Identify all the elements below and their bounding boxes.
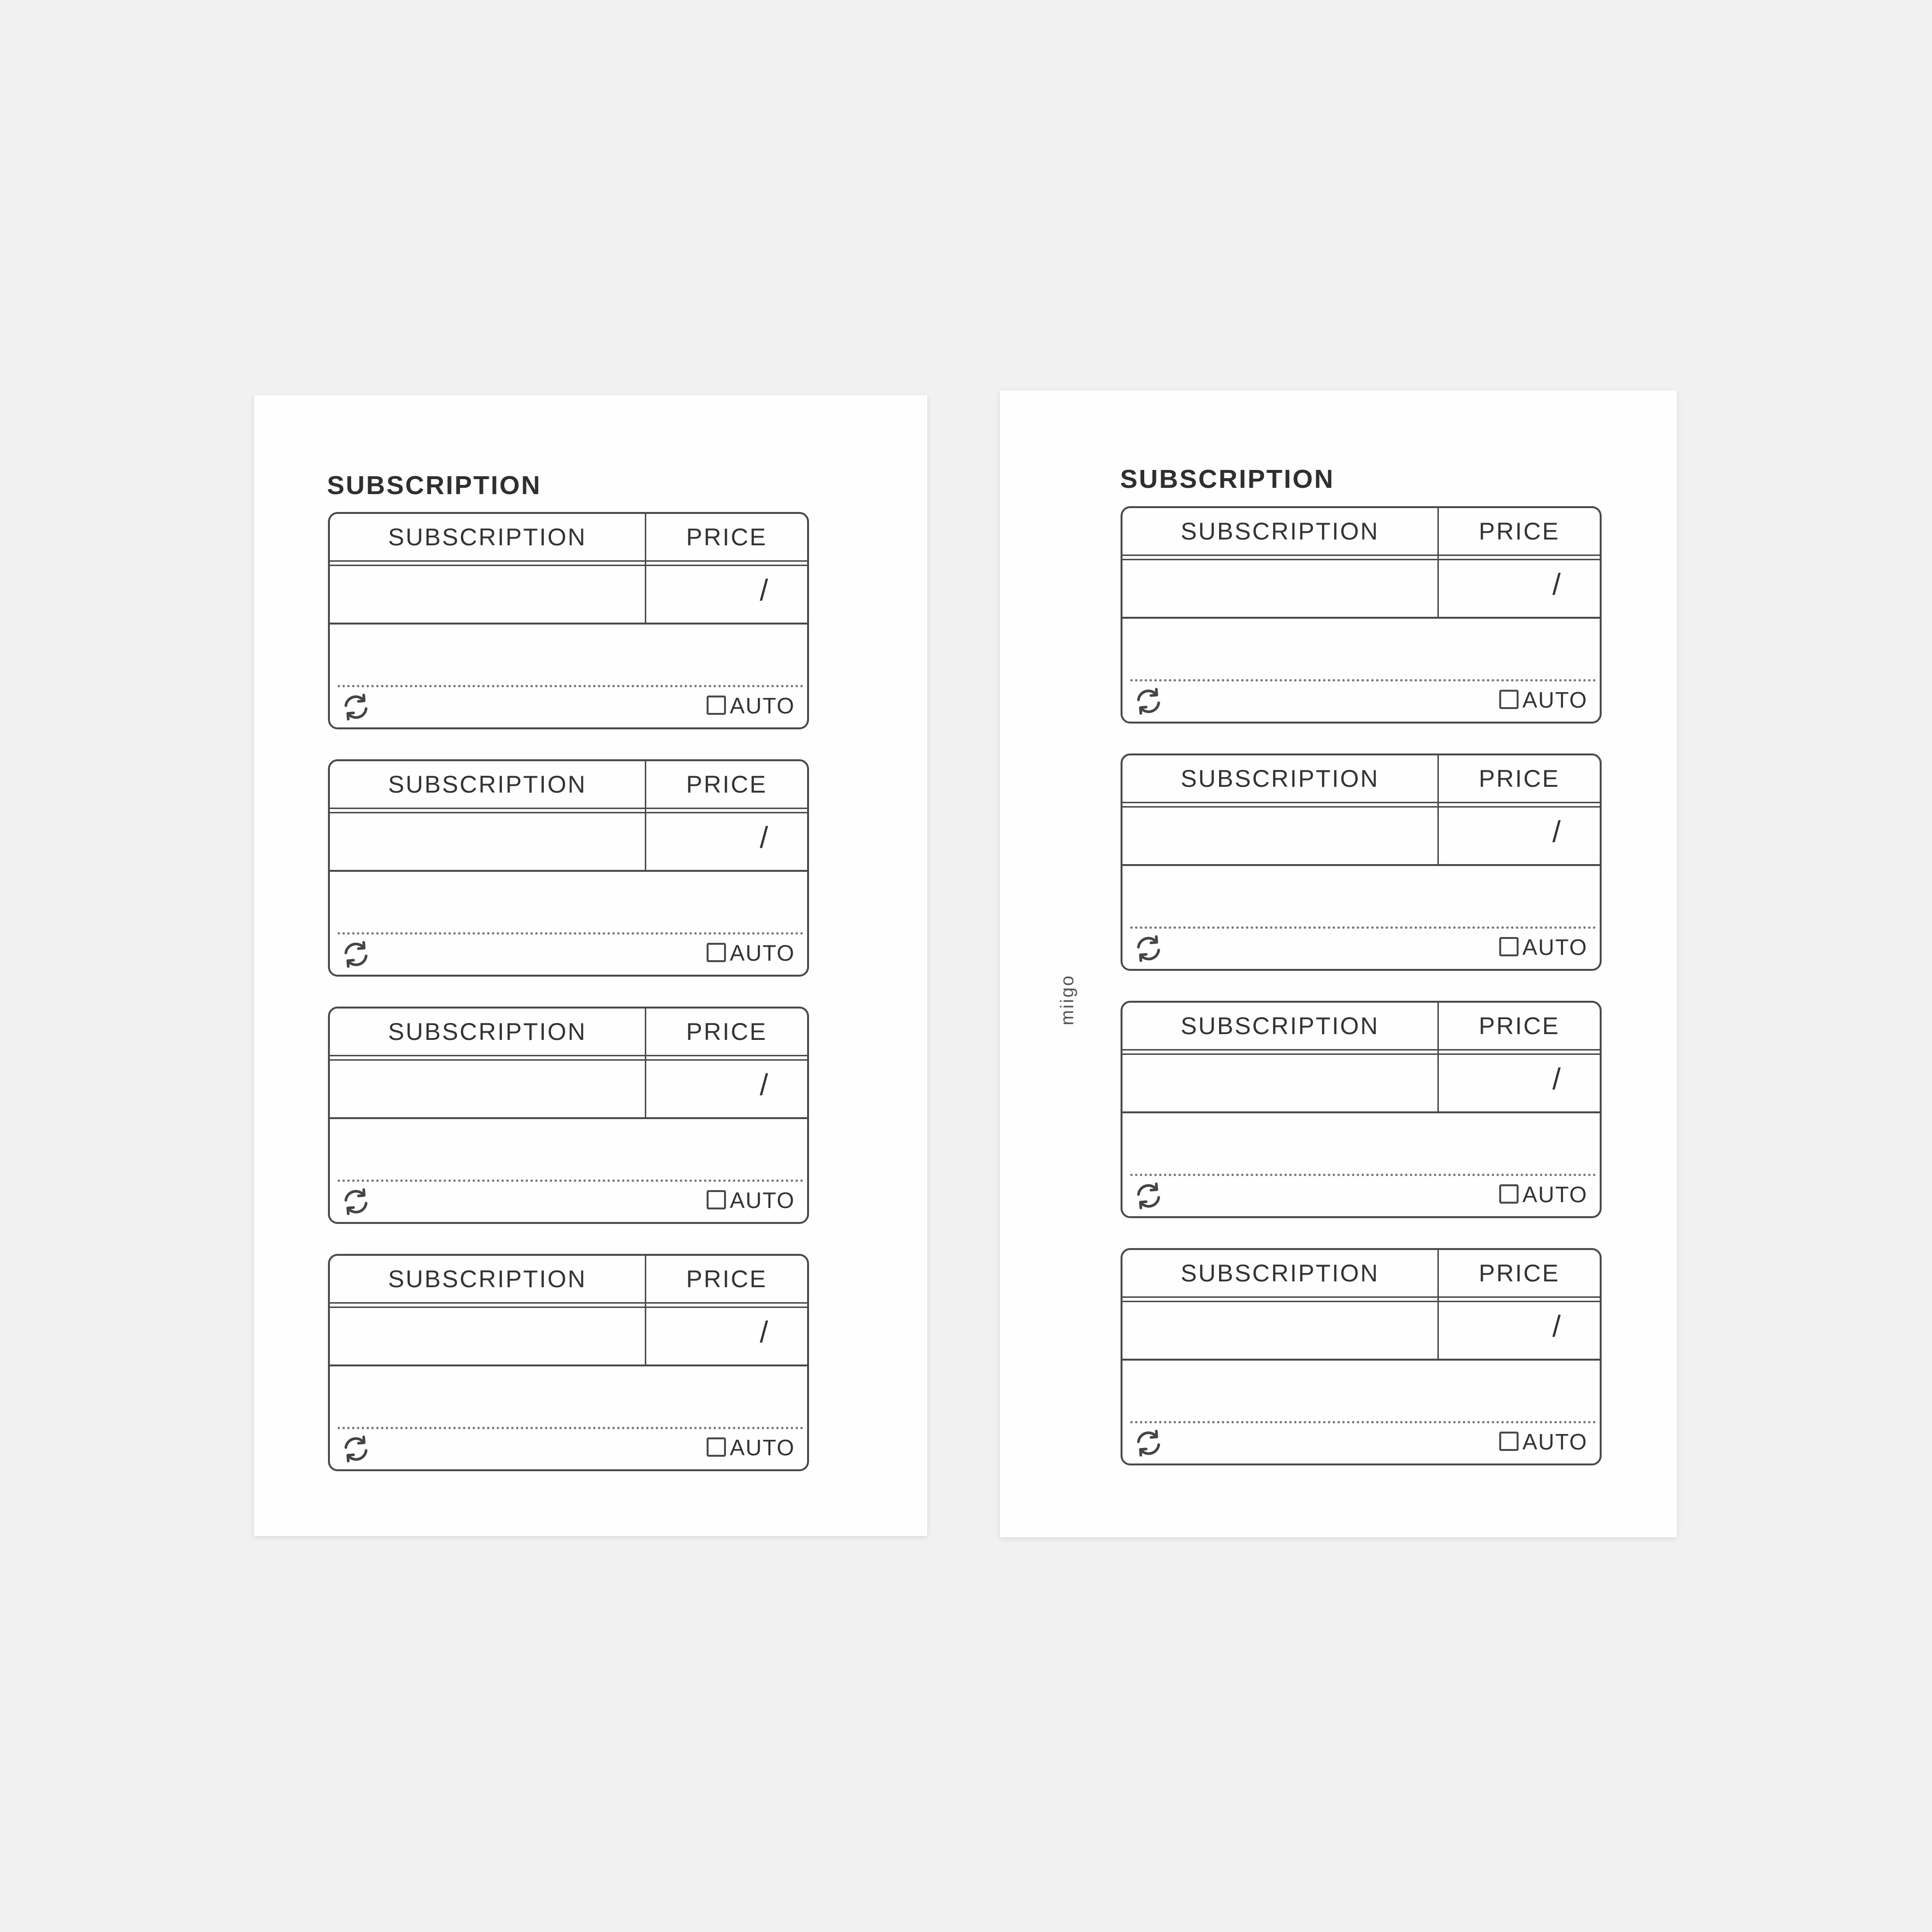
renew-icon xyxy=(341,940,370,969)
renew-icon xyxy=(1134,687,1163,716)
column-divider xyxy=(1437,508,1439,618)
card-header xyxy=(1122,1003,1600,1051)
card-header xyxy=(1122,1250,1600,1298)
auto-renew-checkbox[interactable] xyxy=(707,696,726,715)
subscription-column-header: SUBSCRIPTION xyxy=(388,1018,587,1045)
card-header xyxy=(1122,508,1600,556)
entry-row-divider xyxy=(330,870,807,872)
auto-renew-label: AUTO xyxy=(730,693,795,718)
subscription-column-header: SUBSCRIPTION xyxy=(1180,1260,1379,1287)
sheet-title: SUBSCRIPTION xyxy=(327,471,542,500)
price-separator: / xyxy=(760,1316,768,1349)
auto-renew-checkbox[interactable] xyxy=(707,943,726,962)
renew-icon xyxy=(341,1187,370,1216)
notes-dotted-line xyxy=(1130,1421,1596,1423)
renew-icon xyxy=(1134,1181,1163,1210)
renew-icon xyxy=(341,693,370,722)
subscription-card-list xyxy=(1121,506,1602,1465)
auto-renew-checkbox[interactable] xyxy=(1499,690,1519,709)
price-separator: / xyxy=(1552,568,1561,601)
price-separator: / xyxy=(1552,1310,1561,1343)
subscription-card xyxy=(328,759,809,977)
price-column-header: PRICE xyxy=(1478,765,1560,792)
price-column-header: PRICE xyxy=(1478,1260,1560,1287)
auto-renew-checkbox[interactable] xyxy=(707,1190,726,1209)
auto-renew-checkbox[interactable] xyxy=(1499,937,1519,956)
column-divider xyxy=(645,1009,646,1119)
auto-renew-label: AUTO xyxy=(730,1188,795,1213)
price-column-header: PRICE xyxy=(686,771,767,798)
card-header xyxy=(1122,755,1600,803)
renew-icon xyxy=(341,1435,370,1463)
subscription-card xyxy=(1121,1001,1602,1218)
subscription-column-header: SUBSCRIPTION xyxy=(1180,1012,1379,1039)
notes-dotted-line xyxy=(338,1427,803,1429)
notes-dotted-line xyxy=(1130,1174,1596,1176)
auto-renew-label: AUTO xyxy=(1522,687,1588,712)
price-separator: / xyxy=(760,574,768,607)
entry-row-divider xyxy=(330,1117,807,1119)
subscription-card xyxy=(1121,753,1602,971)
brand-mark: miigo xyxy=(1057,974,1078,1025)
renew-icon xyxy=(1134,1429,1163,1458)
column-divider xyxy=(645,1256,646,1366)
subscription-card xyxy=(328,1254,809,1471)
auto-renew-label: AUTO xyxy=(730,940,795,966)
subscription-card xyxy=(328,1007,809,1224)
price-separator: / xyxy=(1552,815,1561,849)
column-divider xyxy=(1437,755,1439,866)
entry-row-divider xyxy=(1122,864,1600,866)
notes-dotted-line xyxy=(338,685,803,687)
entry-row-divider xyxy=(1122,1359,1600,1361)
auto-renew-label: AUTO xyxy=(1522,1182,1588,1207)
entry-row-divider xyxy=(330,1364,807,1366)
entry-row-divider xyxy=(1122,1111,1600,1113)
sheet-title: SUBSCRIPTION xyxy=(1120,465,1335,494)
card-header xyxy=(330,1256,807,1304)
auto-renew-checkbox[interactable] xyxy=(1499,1184,1519,1204)
subscription-card xyxy=(1121,506,1602,724)
auto-renew-label: AUTO xyxy=(1522,1429,1588,1454)
price-separator: / xyxy=(760,821,768,854)
subscription-card xyxy=(328,512,809,729)
planner-sheet-right xyxy=(1000,390,1677,1537)
auto-renew-checkbox[interactable] xyxy=(1499,1432,1519,1451)
subscription-column-header: SUBSCRIPTION xyxy=(388,771,587,798)
column-divider xyxy=(645,761,646,871)
price-column-header: PRICE xyxy=(686,1018,767,1045)
auto-renew-label: AUTO xyxy=(730,1435,795,1460)
auto-renew-label: AUTO xyxy=(1522,935,1588,960)
subscription-column-header: SUBSCRIPTION xyxy=(1180,518,1379,545)
renew-icon xyxy=(1134,934,1163,963)
card-header xyxy=(330,761,807,809)
subscription-column-header: SUBSCRIPTION xyxy=(388,1265,587,1293)
subscription-card xyxy=(1121,1248,1602,1465)
entry-row-divider xyxy=(1122,617,1600,619)
card-header xyxy=(330,514,807,562)
price-separator: / xyxy=(1552,1063,1561,1096)
subscription-card-list xyxy=(328,512,809,1471)
subscription-column-header: SUBSCRIPTION xyxy=(388,524,587,551)
notes-dotted-line xyxy=(338,932,803,935)
auto-renew-checkbox[interactable] xyxy=(707,1437,726,1457)
price-separator: / xyxy=(760,1068,768,1102)
price-column-header: PRICE xyxy=(686,524,767,551)
price-column-header: PRICE xyxy=(1478,1012,1560,1039)
notes-dotted-line xyxy=(338,1179,803,1182)
column-divider xyxy=(645,514,646,624)
column-divider xyxy=(1437,1250,1439,1360)
entry-row-divider xyxy=(330,623,807,625)
card-header xyxy=(330,1009,807,1056)
subscription-column-header: SUBSCRIPTION xyxy=(1180,765,1379,792)
price-column-header: PRICE xyxy=(686,1265,767,1293)
notes-dotted-line xyxy=(1130,679,1596,682)
price-column-header: PRICE xyxy=(1478,518,1560,545)
notes-dotted-line xyxy=(1130,926,1596,929)
column-divider xyxy=(1437,1003,1439,1113)
planner-sheet-left xyxy=(254,395,927,1536)
